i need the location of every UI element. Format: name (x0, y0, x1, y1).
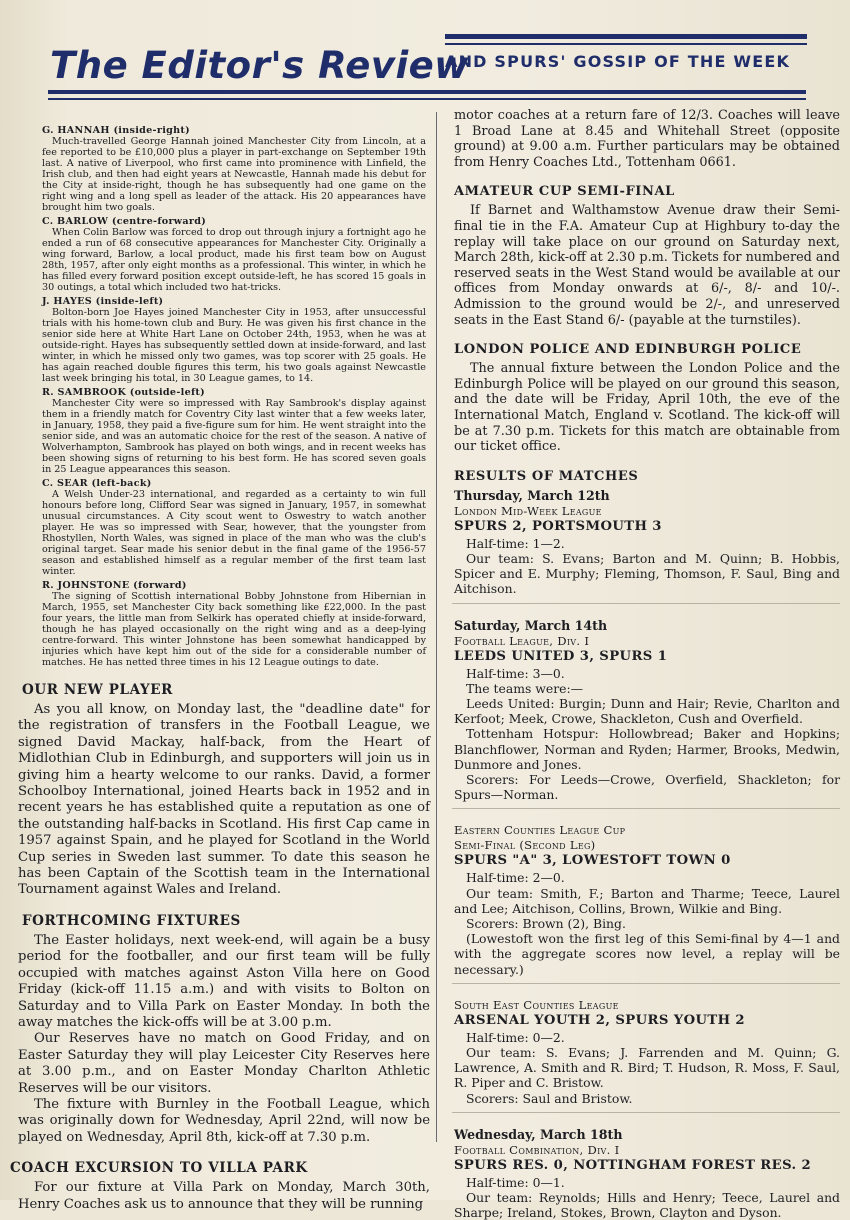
player-text: Much-travelled George Hannah joined Manchester City from Lincoln, at a fee reported to be £10,000 plus a player in part-exchange on September 19th last. A native of Liverpool, who first came into prominence with Linfield, the Irish club, and then had eight years at Newcastle, Hannah made his debut for the City at inside-right, though he has subsequently had one game on the right wing and a long spell as leader of the attack. His 20 appearances have brought him two goals. (42, 136, 426, 213)
match-league: South East Counties League (454, 997, 619, 1012)
divider-rule (452, 603, 840, 604)
match-league: London Mid-Week League (454, 503, 602, 518)
match-line: Our team: S. Evans; Barton and M. Quinn; B. Hobbis, Spicer and E. Murphy; Fleming, Thomson, F. Saul, Bing and Aitchison. (454, 550, 840, 597)
header-rule-bottom (48, 90, 806, 94)
player-name: C. BARLOW (42, 216, 109, 227)
match-result (452, 1127, 840, 1220)
player-bio (42, 216, 426, 293)
fixtures-paragraph: The fixture with Burnley in the Football League, which was originally down for Wednesday, April 22nd, will now be played on Wednesday, April 8th, kick-off at 7.30 p.m. (18, 1096, 430, 1145)
match-date: Wednesday, March 18th (454, 1126, 623, 1142)
section-heading: OUR NEW PLAYER (22, 682, 173, 698)
coach-text-continued: motor coaches at a return fare of 12/3. Coaches will leave 1 Broad Lane at 8.45 and Whitehall Street (opposite ground) at 9.00 a.m. Further particulars may be obtained from Henry Coaches Ltd., Tottenham 0661. (454, 108, 840, 170)
player-text: When Colin Barlow was forced to drop out through injury a fortnight ago he ended a run of 68 consecutive appearances for Manchester City. Originally a wing forward, Barlow, a local product, made his first team bow on August 28th, 1957, after only eight months as a professional. This winter, in which he has filled every forward position except outside-left, he has scored 15 goals in 30 outings, a total which included two hat-tricks. (42, 227, 426, 293)
match-league: Football League, Div. I (454, 633, 590, 648)
match-line: Half-time: 0—2. (466, 1029, 565, 1045)
section-heading: AMATEUR CUP SEMI-FINAL (454, 184, 675, 200)
match-score: SPURS "A" 3, LOWESTOFT TOWN 0 (454, 853, 731, 869)
new-player-text: As you all know, on Monday last, the "deadline date" for the registration of transfers in the Football League, we signed David Mackay, half-back, from the Heart of Midlothian Club in Edinburgh, and supporters will join us in giving him a hearty welcome to our ranks. David, a former Schoolboy International, joined Hearts back in 1952 and in recent years he has established quite a reputation as one of the outstanding half-backs in Scotland. His first Cap came in 1957 against Spain, and he played for Scotland in the World Cup series in Sweden last summer. To date this season he has been Captain of the Scottish team in the International Tournament against Wales and Ireland. (18, 702, 430, 898)
divider-rule (452, 808, 840, 809)
player-position: (inside-left) (95, 296, 164, 307)
match-line: The teams were:— (466, 680, 584, 696)
match-line: Our team: S. Evans; J. Farrenden and M. Quinn; G. Lawrence, A. Smith and R. Bird; T. Hudson, R. Moss, F. Saul, R. Piper and C. Bristow. (454, 1044, 840, 1091)
section-heading: LONDON POLICE AND EDINBURGH POLICE (454, 342, 802, 358)
match-line: Leeds United: Burgin; Dunn and Hair; Revie, Charlton and Kerfoot; Meek, Crowe, Shackleton, Cush and Overfield. (454, 695, 840, 727)
match-line: Half-time: 0—1. (466, 1174, 565, 1190)
player-position: (left-back) (91, 478, 152, 489)
police-text: The annual fixture between the London Police and the Edinburgh Police will be played on our ground this season, and the date will be Friday, April 10th, the eve of the International Match, England v. Scotland. The kick-off will be at 7.30 p.m. Tickets for this match are obtainable from our ticket office. (454, 361, 840, 455)
divider-rule (452, 983, 840, 984)
player-name: J. HAYES (42, 296, 92, 307)
player-name: R. SAMBROOK (42, 387, 127, 398)
right-column (452, 108, 840, 1220)
player-text: Manchester City were so impressed with Ray Sambrook's display against them in a friendly match for Coventry City last winter that a few weeks later, in January, 1958, they paid a five-figure sum for him. He went straight into the senior side, and was an automatic choice for the rest of the season. A native of Wolverhampton, Sambrook has played on both wings, and in recent weeks has been showing signs of returning to his best form. He has scored seven goals in 25 League appearances this season. (42, 398, 426, 475)
page-subtitle: AND SPURS' GOSSIP OF THE WEEK (445, 52, 791, 71)
section-heading: COACH EXCURSION TO VILLA PARK (10, 1160, 308, 1177)
player-position: (outside-left) (129, 387, 205, 398)
match-line: Our team: Reynolds; Hills and Henry; Teece, Laurel and Sharpe; Ireland, Stokes, Brown, Clayton and Dyson. (454, 1189, 840, 1220)
player-bio (42, 478, 426, 577)
match-line: Scorers: Saul and Bristow. (466, 1090, 633, 1106)
player-bio (42, 296, 426, 384)
match-line: Half-time: 1—2. (466, 535, 565, 551)
match-round: Semi-Final (Second Leg) (454, 838, 596, 853)
coach-text: For our fixture at Villa Park on Monday, March 30th, Henry Coaches ask us to announce that they will be running (18, 1180, 430, 1212)
player-position: (inside-right) (113, 125, 190, 136)
left-column (10, 122, 430, 1213)
match-line: Half-time: 3—0. (466, 665, 565, 681)
match-result (452, 998, 840, 1106)
player-position: (centre-forward) (111, 216, 207, 227)
player-position: (forward) (133, 580, 187, 591)
player-text: The signing of Scottish international Bobby Johnstone from Hibernian in March, 1955, set Manchester City back something like £22,000. In the past four years, the little man from Selkirk has operated chiefly at inside-forward, though he has played occasionally on the right wing and as a deep-lying centre-forward. This winter Johnstone has been somewhat handicapped by injuries which have kept him out of the side for a considerable number of matches. He has netted three times in his 12 League outings to date. (42, 591, 426, 668)
player-bio (42, 387, 426, 475)
player-text: A Welsh Under-23 international, and regarded as a certainty to win full honours before long, Clifford Sear was signed in January, 1957, in somewhat unusual circumstances. A City scout went to Oswestry to watch another player. He was so impressed with Sear, however, that the youngster from Rhostyllen, North Wales, was signed in place of the man who was the club's original target. Sear made his senior debut in the final game of the 1956-57 season and established himself as a regular member of the first team last winter. (42, 489, 426, 577)
match-result (452, 488, 840, 597)
match-line: Our team: Smith, F.; Barton and Tharme; Teece, Laurel and Lee; Aitchison, Collins, Brown, Wilkie and Bing. (454, 885, 840, 916)
match-date: Saturday, March 14th (454, 617, 608, 633)
player-name: R. JOHNSTONE (42, 580, 130, 591)
match-line: Half-time: 2—0. (466, 870, 565, 886)
fixtures-paragraph: The Easter holidays, next week-end, will again be a busy period for the footballer, and our first team will be fully occupied with matches against Aston Villa here on Good Friday (kick-off 11.15 a.m.) and with visits to Bolton on Saturday and to Villa Park on Easter Monday. In both the away matches the kick-offs will be at 3.00 p.m. (18, 932, 430, 1030)
match-date: Thursday, March 12th (454, 487, 610, 503)
amateur-cup-text: If Barnet and Walthamstow Avenue draw their Semi-final tie in the F.A. Amateur Cup at Highbury to-day the replay will take place on our ground on Saturday next, March 28th, kick-off at 2.30 p.m. Tickets for numbered and reserved seats in the West Stand would be available at our offices from Monday onwards at 6/-, 8/- and 10/-. Admission to the ground would be 2/-, and unreserved seats in the East Stand 6/- (payable at the turnstiles). (454, 203, 840, 328)
section-heading: RESULTS OF MATCHES (454, 468, 639, 484)
match-league: Eastern Counties League Cup (454, 823, 626, 838)
player-bio (42, 580, 426, 668)
header-rule-top-thin (445, 43, 807, 45)
match-result (452, 823, 840, 976)
match-line: Scorers: For Leeds—Crowe, Overfield, Shackleton; for Spurs—Norman. (454, 771, 840, 803)
match-score: SPURS 2, PORTSMOUTH 3 (454, 518, 662, 534)
section-heading: FORTHCOMING FIXTURES (22, 912, 241, 929)
match-line: (Lowestoft won the first leg of this Semi-final by 4—1 and with the aggregate scores now level, a replay will be necessary.) (454, 931, 840, 977)
header-rule-top (445, 34, 807, 39)
column-divider (436, 112, 437, 1142)
player-name: G. HANNAH (42, 125, 110, 136)
player-name: C. SEAR (42, 478, 88, 489)
match-score: ARSENAL YOUTH 2, SPURS YOUTH 2 (454, 1012, 745, 1028)
fixtures-paragraph: Our Reserves have no match on Good Friday, and on Easter Saturday they will play Leicester City Reserves here at 3.00 p.m., and on Easter Monday Charlton Athletic Reserves will be our visitors. (18, 1031, 430, 1096)
player-bio (42, 125, 426, 213)
divider-rule (452, 1112, 840, 1113)
match-league: Football Combination, Div. I (454, 1142, 620, 1157)
match-line: Tottenham Hotspur: Hollowbread; Baker and Hopkins; Blanchflower, Norman and Ryden; Harmer, Brooks, Medwin, Dunmore and Jones. (454, 726, 840, 772)
match-result (452, 618, 840, 803)
page-title: The Editor's Review (50, 44, 469, 87)
match-line: Scorers: Brown (2), Bing. (466, 915, 626, 931)
match-score: LEEDS UNITED 3, SPURS 1 (454, 648, 668, 664)
player-bios (42, 125, 426, 668)
header-rule-bottom-thin (48, 98, 806, 100)
match-score: SPURS RES. 0, NOTTINGHAM FOREST RES. 2 (454, 1157, 812, 1173)
player-text: Bolton-born Joe Hayes joined Manchester City in 1953, after unsuccessful trials with his home-town club and Bury. He was given his first chance in the senior side here at White Hart Lane on October 24th, 1953, when he was at outside-right. Hayes has subsequently settled down at inside-forward, and last winter, in which he missed only two games, was top scorer with 25 goals. He has again reached double figures this term, his two goals against Newcastle last week bringing his total, in 30 League games, to 14. (42, 307, 426, 384)
